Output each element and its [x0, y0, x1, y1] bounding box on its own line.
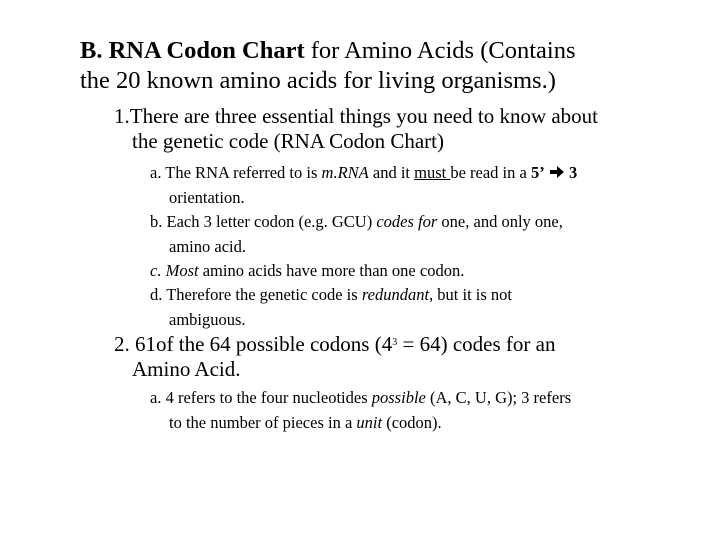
- point-1c: [150, 259, 710, 284]
- point-1b-text2: one, and only one,: [437, 212, 563, 231]
- slide-title: [80, 36, 710, 96]
- point-1b: [150, 210, 710, 259]
- point-1a: [150, 161, 710, 210]
- point-1a-must: must: [414, 163, 451, 182]
- point-1a-text3: be read in a: [450, 163, 531, 182]
- point-1d-text: Therefore the genetic code is: [162, 285, 362, 304]
- point-2a-line2-text: to the number of pieces in a: [169, 412, 357, 432]
- point-1-line2: the genetic code (RNA Codon Chart): [132, 129, 445, 153]
- point-2-number: 2.: [114, 332, 130, 356]
- point-1a-text2: and it: [368, 163, 415, 182]
- point-1c-most: Most: [165, 261, 199, 280]
- point-2-text: 61of the 64 possible codons (4: [129, 332, 393, 356]
- point-1d-redundant: redundant: [361, 285, 430, 304]
- point-1d-line2: ambiguous.: [169, 309, 246, 329]
- point-1b-letter: b.: [150, 212, 163, 231]
- point-2a-text2: (A, C, U, G); 3 refers: [425, 388, 572, 407]
- point-2-line2: Amino Acid.: [132, 357, 241, 381]
- title-line2: the 20 known amino acids for living organisms.): [80, 67, 556, 94]
- point-1c-letter: c.: [150, 261, 162, 280]
- point-1-number: 1.: [114, 104, 130, 128]
- point-2a-line2-text2: (codon).: [382, 412, 442, 432]
- point-1c-text: amino acids have more than one codon.: [198, 261, 465, 280]
- point-1a-letter: a.: [150, 163, 162, 182]
- point-1a-mrna: m.RNA: [321, 163, 369, 182]
- point-2a-line2: [150, 411, 710, 436]
- point-1d-text2: , but it is not: [429, 285, 512, 304]
- point-2a-unit: unit: [356, 412, 383, 432]
- point-2a-possible: possible: [371, 388, 426, 407]
- point-2: [114, 332, 714, 382]
- point-1-line1: There are three essential things you need to know about: [129, 104, 599, 128]
- point-2-text2: = 64) codes for an: [397, 332, 556, 356]
- point-1d: [150, 283, 710, 332]
- point-1b-line2: amino acid.: [169, 236, 246, 256]
- point-2a-text: 4 refers to the four nucleotides: [161, 388, 372, 407]
- point-1a-5prime: 5’: [530, 163, 545, 182]
- point-1b-text: Each 3 letter codon (e.g. GCU): [162, 212, 377, 231]
- right-arrow-icon: [549, 165, 565, 179]
- point-1d-letter: d.: [150, 285, 163, 304]
- point-1a-line2: orientation.: [169, 187, 245, 207]
- point-2a-letter: a.: [150, 388, 162, 407]
- point-2-exponent: 3: [392, 337, 398, 348]
- point-1: [114, 104, 714, 154]
- point-1a-text: The RNA referred to is: [161, 163, 322, 182]
- title-bold: B. RNA Codon Chart: [80, 37, 305, 64]
- title-rest: for Amino Acids (Contains: [304, 37, 576, 64]
- point-1b-codes-for: codes for: [376, 212, 438, 231]
- point-1a-3prime: 3: [564, 163, 578, 182]
- point-2a: [150, 386, 710, 435]
